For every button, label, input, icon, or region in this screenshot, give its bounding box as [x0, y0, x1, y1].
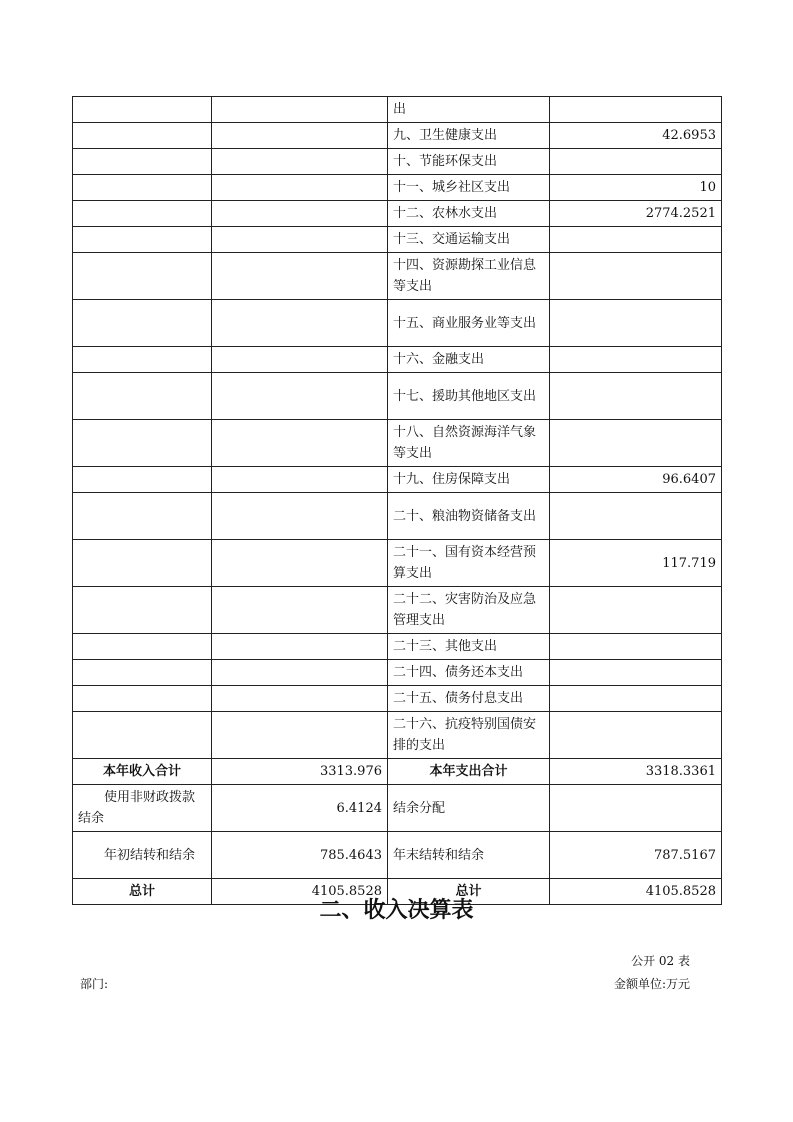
begin-balance-value: 785.4643 — [212, 832, 388, 879]
table-cell — [73, 712, 212, 759]
expense-item-value — [550, 420, 722, 467]
expense-item-value — [550, 373, 722, 420]
income-total-label: 本年收入合计 — [73, 759, 212, 785]
table-cell — [212, 175, 388, 201]
expense-item-value — [550, 227, 722, 253]
expense-item-label: 二十一、国有资本经营预算支出 — [388, 540, 550, 587]
table-row — [73, 300, 722, 347]
expense-item-label: 出 — [388, 97, 550, 123]
expense-item-label: 十八、自然资源海洋气象等支出 — [388, 420, 550, 467]
end-balance-label: 年末结转和结余 — [388, 832, 550, 879]
grand-total-value-right: 4105.8528 — [550, 879, 722, 905]
annual-total-row — [73, 759, 722, 785]
table-row — [73, 686, 722, 712]
expense-item-label: 二十二、灾害防治及应急管理支出 — [388, 587, 550, 634]
table-cell — [212, 347, 388, 373]
table-cell — [212, 467, 388, 493]
table-row — [73, 347, 722, 373]
expense-item-value: 10 — [550, 175, 722, 201]
expense-item-value: 96.6407 — [550, 467, 722, 493]
expense-item-label: 二十三、其他支出 — [388, 634, 550, 660]
table-cell — [73, 660, 212, 686]
amount-unit-label: 金额单位:万元 — [613, 977, 690, 991]
table-cell — [73, 253, 212, 300]
table-cell — [73, 347, 212, 373]
expense-item-label: 十九、住房保障支出 — [388, 467, 550, 493]
table-cell — [212, 373, 388, 420]
table-cell — [73, 493, 212, 540]
table-cell — [73, 227, 212, 253]
table-row — [73, 420, 722, 467]
table-row — [73, 712, 722, 759]
expense-item-value — [550, 712, 722, 759]
expense-item-label: 十五、商业服务业等支出 — [388, 300, 550, 347]
expense-item-value — [550, 300, 722, 347]
table-row — [73, 175, 722, 201]
expense-item-value — [550, 660, 722, 686]
table-cell — [73, 540, 212, 587]
table-row — [73, 373, 722, 420]
nonfiscal-value: 6.4124 — [212, 785, 388, 832]
table-row — [73, 587, 722, 634]
expense-item-label: 十一、城乡社区支出 — [388, 175, 550, 201]
table-cell — [212, 634, 388, 660]
table-cell — [73, 420, 212, 467]
table-cell — [212, 660, 388, 686]
table-cell — [212, 149, 388, 175]
expense-total-label: 本年支出合计 — [388, 759, 550, 785]
nonfiscal-label: 使用非财政拨款结余 — [73, 785, 212, 832]
table-row — [73, 227, 722, 253]
expense-item-value — [550, 347, 722, 373]
table-cell — [73, 97, 212, 123]
expense-item-label: 十七、援助其他地区支出 — [388, 373, 550, 420]
expense-total-value: 3318.3361 — [550, 759, 722, 785]
budget-table — [72, 96, 722, 905]
table-row — [73, 540, 722, 587]
expense-item-value — [550, 253, 722, 300]
table-cell — [212, 686, 388, 712]
expense-item-label: 二十六、抗疫特别国债安排的支出 — [388, 712, 550, 759]
expense-item-label: 二十、粮油物资储备支出 — [388, 493, 550, 540]
table-cell — [212, 253, 388, 300]
table-cell — [73, 149, 212, 175]
end-balance-value: 787.5167 — [550, 832, 722, 879]
surplus-alloc-label: 结余分配 — [388, 785, 550, 832]
form-number: 公开 02 表 — [631, 954, 690, 968]
table-cell — [73, 373, 212, 420]
income-total-value: 3313.976 — [212, 759, 388, 785]
expense-item-label: 十三、交通运输支出 — [388, 227, 550, 253]
table-cell — [73, 201, 212, 227]
expense-item-label: 十六、金融支出 — [388, 347, 550, 373]
expense-item-value — [550, 686, 722, 712]
grand-total-value-left: 4105.8528 — [212, 879, 388, 905]
expense-item-value: 42.6953 — [550, 123, 722, 149]
expense-item-label: 二十五、债务付息支出 — [388, 686, 550, 712]
table-cell — [73, 634, 212, 660]
table-cell — [212, 97, 388, 123]
expense-item-label: 九、卫生健康支出 — [388, 123, 550, 149]
expense-item-value — [550, 587, 722, 634]
table-row — [73, 634, 722, 660]
table-cell — [212, 540, 388, 587]
expense-item-value: 2774.2521 — [550, 201, 722, 227]
table-cell — [73, 300, 212, 347]
expense-item-value — [550, 493, 722, 540]
table-cell — [73, 175, 212, 201]
table-cell — [212, 587, 388, 634]
balance-row — [73, 832, 722, 879]
expense-item-value — [550, 634, 722, 660]
table-cell — [212, 227, 388, 253]
table-cell — [212, 123, 388, 149]
department-label: 部门: — [80, 977, 109, 991]
table-row — [73, 97, 722, 123]
table-row — [73, 467, 722, 493]
table-row — [73, 493, 722, 540]
expense-item-value: 117.719 — [550, 540, 722, 587]
grand-total-label-left: 总计 — [73, 879, 212, 905]
table-cell — [73, 587, 212, 634]
table-row — [73, 660, 722, 686]
nonfiscal-row — [73, 785, 722, 832]
expense-item-label: 十四、资源勘探工业信息等支出 — [388, 253, 550, 300]
expense-item-label: 十二、农林水支出 — [388, 201, 550, 227]
begin-balance-label: 年初结转和结余 — [73, 832, 212, 879]
table-cell — [73, 467, 212, 493]
table-cell — [212, 712, 388, 759]
surplus-alloc-value — [550, 785, 722, 832]
expense-item-label: 十、节能环保支出 — [388, 149, 550, 175]
table-cell — [212, 493, 388, 540]
table-row — [73, 201, 722, 227]
table-cell — [73, 686, 212, 712]
table-cell — [212, 201, 388, 227]
expense-item-value — [550, 97, 722, 123]
table-row — [73, 149, 722, 175]
table-cell — [73, 123, 212, 149]
expense-item-label: 二十四、债务还本支出 — [388, 660, 550, 686]
table-row — [73, 123, 722, 149]
table-cell — [212, 420, 388, 467]
expense-item-value — [550, 149, 722, 175]
table-row — [73, 253, 722, 300]
section-title: 二、收入决算表 — [319, 898, 474, 923]
table-cell — [212, 300, 388, 347]
grand-total-label-right: 总计 — [388, 879, 550, 905]
